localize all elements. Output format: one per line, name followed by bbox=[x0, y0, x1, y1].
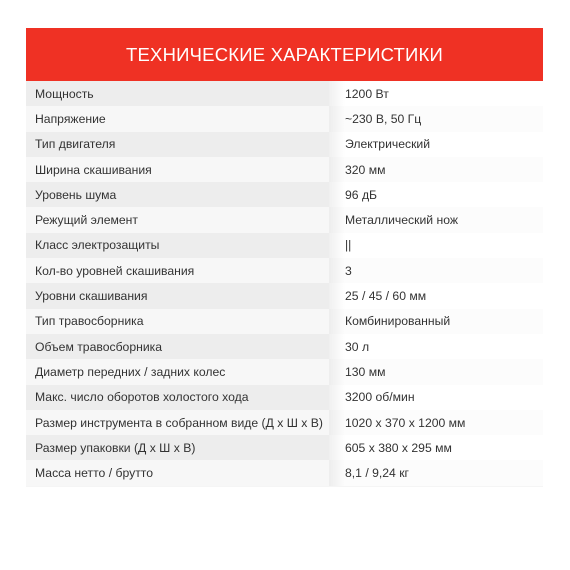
spec-row bbox=[26, 132, 543, 157]
spec-value: 25 / 45 / 60 мм bbox=[329, 283, 543, 308]
specs-table bbox=[26, 81, 543, 486]
spec-value: 605 х 380 х 295 мм bbox=[329, 435, 543, 460]
spec-label: Диаметр передних / задних колес bbox=[26, 359, 329, 384]
spec-label: Объем травосборника bbox=[26, 334, 329, 359]
spec-row bbox=[26, 81, 543, 106]
spec-label: Тип травосборника bbox=[26, 309, 329, 334]
specs-header bbox=[26, 28, 543, 81]
spec-label: Масса нетто / брутто bbox=[26, 460, 329, 485]
spec-value: 30 л bbox=[329, 334, 543, 359]
spec-label: Уровень шума bbox=[26, 182, 329, 207]
spec-row bbox=[26, 410, 543, 435]
spec-value: Комбинированный bbox=[329, 309, 543, 334]
spec-label: Размер инструмента в собранном виде (Д х Ш х В) bbox=[26, 410, 329, 435]
spec-label: Кол-во уровней скашивания bbox=[26, 258, 329, 283]
spec-value: 320 мм bbox=[329, 157, 543, 182]
spec-label: Класс электрозащиты bbox=[26, 233, 329, 258]
spec-row bbox=[26, 207, 543, 232]
spec-label: Мощность bbox=[26, 81, 329, 106]
specs-title: ТЕХНИЧЕСКИЕ ХАРАКТЕРИСТИКИ bbox=[125, 43, 443, 65]
spec-value: ~230 В, 50 Гц bbox=[329, 106, 543, 131]
spec-label: Уровни скашивания bbox=[26, 283, 329, 308]
spec-row bbox=[26, 435, 543, 460]
spec-value: 1200 Вт bbox=[329, 81, 543, 106]
spec-row bbox=[26, 182, 543, 207]
spec-label: Макс. число оборотов холостого хода bbox=[26, 385, 329, 410]
spec-value: 3 bbox=[329, 258, 543, 283]
spec-row bbox=[26, 106, 543, 131]
spec-value: 130 мм bbox=[329, 359, 543, 384]
spec-row bbox=[26, 157, 543, 182]
spec-row bbox=[26, 385, 543, 410]
spec-value: Электрический bbox=[329, 132, 543, 157]
spec-label: Напряжение bbox=[26, 106, 329, 131]
spec-value: 1020 х 370 х 1200 мм bbox=[329, 410, 543, 435]
spec-row bbox=[26, 460, 543, 485]
spec-row bbox=[26, 309, 543, 334]
spec-label: Тип двигателя bbox=[26, 132, 329, 157]
spec-row bbox=[26, 233, 543, 258]
spec-value: 3200 об/мин bbox=[329, 385, 543, 410]
spec-label: Режущий элемент bbox=[26, 207, 329, 232]
spec-label: Размер упаковки (Д х Ш х В) bbox=[26, 435, 329, 460]
spec-row bbox=[26, 283, 543, 308]
specs-card bbox=[26, 28, 543, 487]
spec-row bbox=[26, 334, 543, 359]
spec-value: 96 дБ bbox=[329, 182, 543, 207]
spec-row bbox=[26, 359, 543, 384]
spec-label: Ширина скашивания bbox=[26, 157, 329, 182]
spec-value: || bbox=[329, 233, 543, 258]
spec-row bbox=[26, 258, 543, 283]
spec-value: 8,1 / 9,24 кг bbox=[329, 460, 543, 485]
spec-value: Металлический нож bbox=[329, 207, 543, 232]
